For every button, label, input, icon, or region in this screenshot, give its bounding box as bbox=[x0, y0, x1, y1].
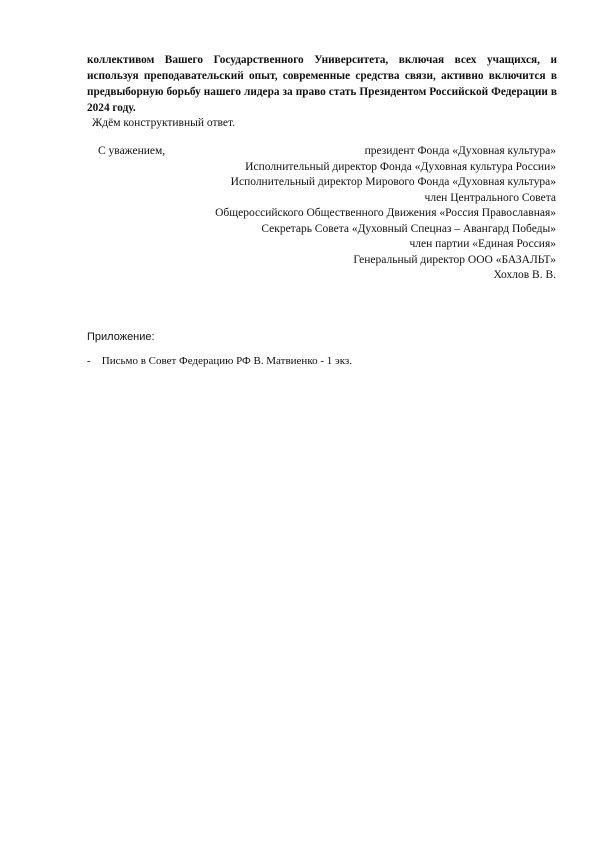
appendix-item-text: Письмо в Совет Федерацию РФ В. Матвиенко - 1 экз. bbox=[101, 355, 353, 367]
signature-line: Общероссийского Общественного Движения «Россия Православная» bbox=[215, 207, 556, 219]
signer-name: Хохлов В. В. bbox=[493, 269, 556, 281]
signature-line: Генеральный директор ООО «БАЗАЛЬТ» bbox=[353, 253, 556, 266]
letter-body-bold: коллективом Вашего Государственного Университета, включая всех учащихся, и используя преподавательский опыт, современные средства связи, активно включится в предвыборную борьбу нашего лидера за право стать Президентом Российской Федерации в 2024 году. bbox=[87, 54, 557, 114]
signature-line: президент Фонда «Духовная культура» bbox=[364, 145, 556, 157]
signature-line: член партии «Единая Россия» bbox=[409, 238, 556, 250]
list-dash: - bbox=[87, 355, 91, 367]
awaiting-reply-line: Ждём конструктивный ответ. bbox=[92, 117, 236, 129]
appendix-title: Приложение: bbox=[87, 331, 155, 343]
signature-line: Исполнительный директор Мирового Фонда «Духовная культура» bbox=[230, 176, 556, 188]
signature-line: член Центрального Совета bbox=[424, 191, 556, 204]
signature-line: Исполнительный директор Фонда «Духовная культура России» bbox=[245, 160, 556, 173]
signature-block bbox=[215, 144, 556, 284]
regards-line: С уважением, bbox=[98, 145, 166, 157]
signature-line: Секретарь Совета «Духовный Спецназ – Авангард Победы» bbox=[261, 222, 556, 235]
appendix-item bbox=[87, 354, 352, 368]
